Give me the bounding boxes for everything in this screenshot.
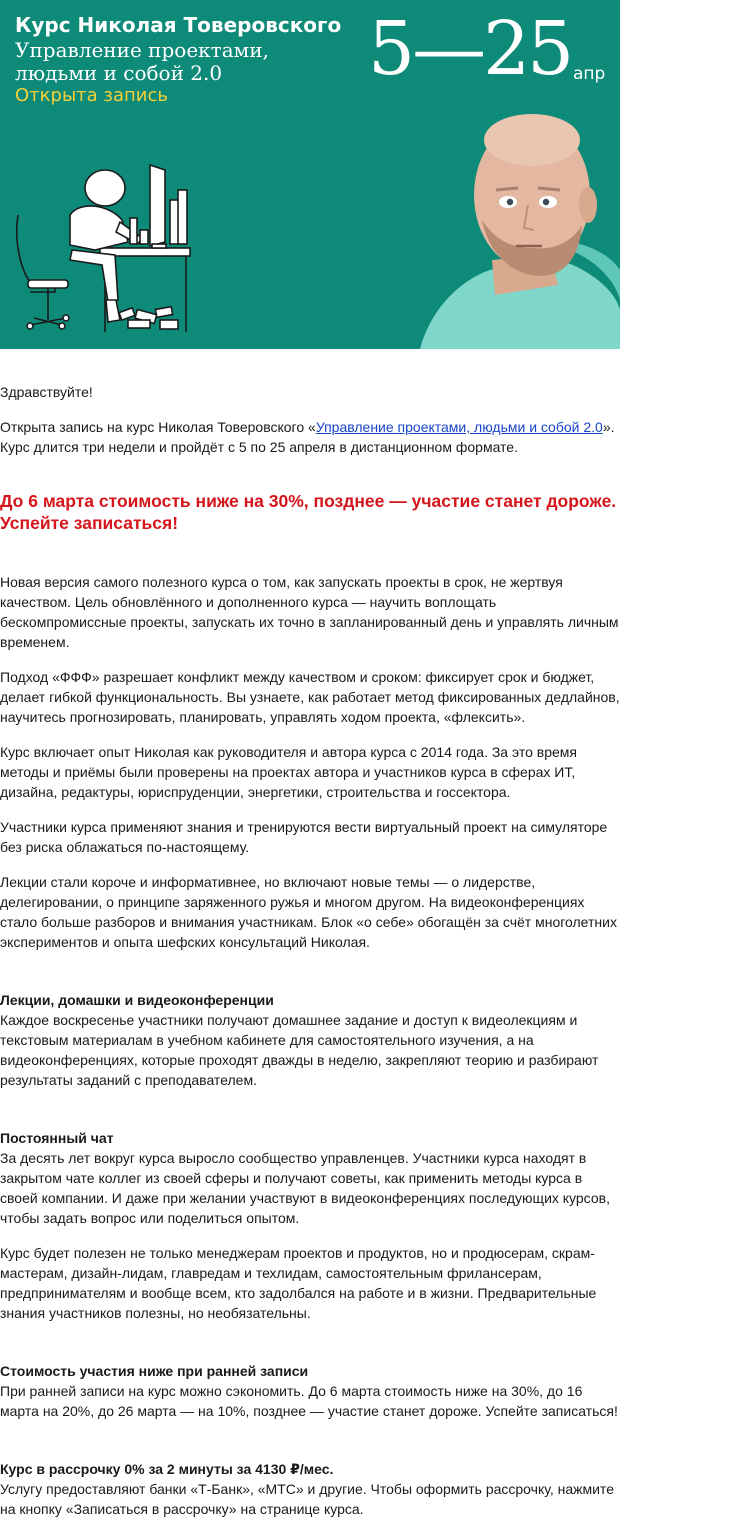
paragraph-2: Подход «ФФФ» разрешает конфликт между качеством и сроком: фиксирует срок и бюджет, делает гибкой функциональность. Вы узнаете, как работает метод фиксированных дедлайнов, научитесь прогнозировать, планировать, управлять ходом проекта, «флексить». bbox=[0, 669, 620, 725]
section-lectures bbox=[0, 990, 622, 1090]
intro-text-after: ». Курс длится три недели и пройдёт с 5 по 25 апреля в дистанционном формате. bbox=[0, 419, 615, 455]
letter-body bbox=[0, 382, 622, 1534]
section-lectures-title: Лекции, домашки и видеоконференции bbox=[0, 992, 274, 1008]
paragraph-5: Лекции стали короче и информативнее, но включают новые темы — о лидерстве, делегировании, о принципе заряженного ружья и многом другом. На видеоконференциях стало больше разборов и внимания участникам. Блок «о себе» обогащён за счёт многолетних экспериментов и опыта шефских консультаций Николая. bbox=[0, 874, 617, 950]
section-installment bbox=[0, 1459, 622, 1519]
section-chat bbox=[0, 1128, 622, 1228]
section-early-price bbox=[0, 1361, 622, 1421]
banner-subtitle-line2: людьми и собой 2.0 bbox=[15, 61, 223, 85]
audience-paragraph: Курс будет полезен не только менеджерам проектов и продуктов, но и продюсерам, скрам-мастерам, дизайн-лидам, главредам и техлидам, самостоятельным фрилансерам, предпринимателям и вообще всем, кто задолбался на работе и в жизни. Предварительные знания участников полезны, но необязательны. bbox=[0, 1245, 597, 1321]
intro-text-before: Открыта запись на курс Николая Товеровского « bbox=[0, 419, 316, 435]
section-lectures-body: Каждое воскресенье участники получают домашнее задание и доступ к видеолекциям и текстовым материалам в учебном кабинете для самостоятельного изучения, а на видеоконференциях, которые проходят дважды в неделю, закрепляют теорию и разбирают результаты заданий с преподавателем. bbox=[0, 1012, 599, 1088]
paragraph-3: Курс включает опыт Николая как руководителя и автора курса с 2014 года. За это время методы и приёмы были проверены на проектах автора и участников курса в сферах ИТ, дизайна, редактуры, юриспруденции, энергетики, строительства и госсектора. bbox=[0, 744, 577, 800]
promo-headline: До 6 марта стоимость ниже на 30%, позднее — участие станет дороже. Успейте записаться! bbox=[0, 491, 617, 533]
banner-title: Курс Николая Товеровского bbox=[15, 13, 342, 37]
course-banner[interactable] bbox=[0, 0, 620, 349]
section-installment-title: Курс в рассрочку 0% за 2 минуты за 4130 ₽/мес. bbox=[0, 1461, 334, 1477]
banner-subtitle-line1: Управление проектами, bbox=[15, 38, 269, 62]
section-installment-body: Услугу предоставляют банки «Т-Банк», «МТС» и другие. Чтобы оформить рассрочку, нажмите на кнопку «Записаться в рассрочку» на странице курса. bbox=[0, 1481, 614, 1517]
banner-month: апр bbox=[573, 64, 606, 84]
paragraph-4: Участники курса применяют знания и тренируются вести виртуальный проект на симуляторе без риска облажаться по-настоящему. bbox=[0, 819, 608, 855]
section-chat-title: Постоянный чат bbox=[0, 1130, 114, 1146]
banner-status: Открыта запись bbox=[15, 85, 168, 106]
section-chat-body: За десять лет вокруг курса выросло сообщество управленцев. Участники курса находят в закрытом чате коллег из своей сферы и получают советы, как применить методы курса в своей компании. И даже при желании участвуют в видеоконференциях последующих курсов, чтобы задать вопрос или поделиться опытом. bbox=[0, 1150, 610, 1226]
greeting: Здравствуйте! bbox=[0, 384, 93, 400]
course-link[interactable]: Управление проектами, людьми и собой 2.0 bbox=[315, 419, 603, 435]
section-early-price-body: При ранней записи на курс можно сэкономить. До 6 марта стоимость ниже на 30%, до 16 марта на 20%, до 26 марта — на 10%, позднее — участие станет дороже. Успейте записаться! bbox=[0, 1383, 618, 1419]
banner-dates: 5—25 bbox=[368, 6, 572, 92]
photo-author-portrait bbox=[420, 110, 620, 349]
intro-paragraph bbox=[0, 417, 622, 457]
illustration-person-at-desk bbox=[10, 160, 195, 340]
section-early-price-title: Стоимость участия ниже при ранней записи bbox=[0, 1363, 309, 1379]
paragraph-1: Новая версия самого полезного курса о том, как запускать проекты в срок, не жертвуя качеством. Цель обновлённого и дополненного курса — научить воплощать бескомпромиссные проекты, запускать их точно в запланированный день и управлять личным временем. bbox=[0, 574, 619, 650]
